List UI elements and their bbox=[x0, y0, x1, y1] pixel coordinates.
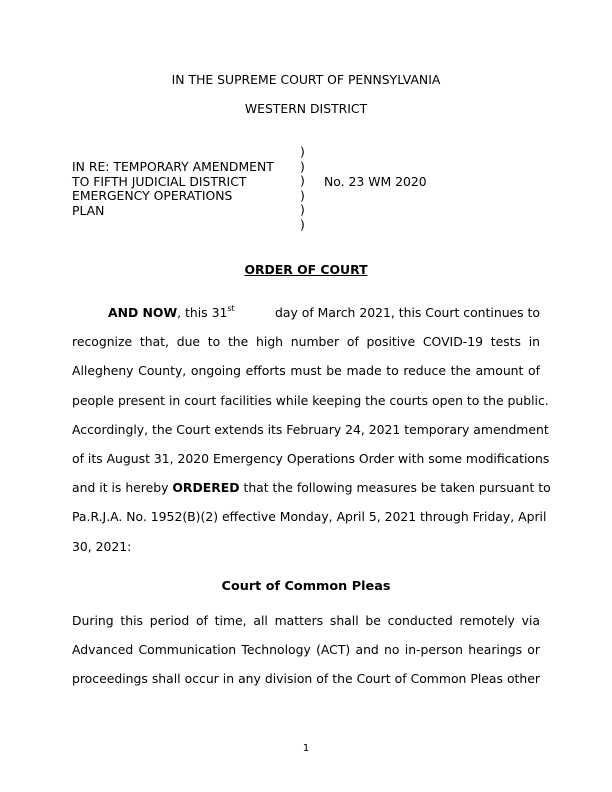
paragraph-line bbox=[72, 664, 540, 693]
text-run: Advanced Communication Technology (ACT) and no in-person hearings or bbox=[72, 642, 540, 658]
paragraph-line bbox=[72, 444, 550, 473]
text-run: Allegheny County, ongoing efforts must be made to reduce the amount of bbox=[72, 363, 540, 379]
ordinal-superscript: st bbox=[227, 304, 235, 313]
case-title-line: PLAN bbox=[72, 202, 105, 218]
text-run: Accordingly, the Court extends its February 24, 2021 temporary amendment bbox=[72, 421, 549, 437]
district-name: WESTERN DISTRICT bbox=[244, 101, 368, 116]
paren: ) bbox=[300, 216, 305, 232]
section-paragraph bbox=[72, 606, 540, 694]
paragraph-line bbox=[72, 298, 540, 327]
section-heading: Court of Common Pleas bbox=[221, 579, 391, 594]
paragraph-line bbox=[72, 635, 540, 664]
paragraph-line bbox=[72, 415, 549, 444]
paragraph-line bbox=[72, 606, 540, 635]
text-run: day of March 2021, this Court continues to bbox=[271, 305, 540, 320]
case-caption bbox=[72, 145, 542, 237]
text-run: Pa.R.J.A. No. 1952(B)(2) effective Monday, April 5, 2021 through Friday, April bbox=[72, 509, 547, 525]
page-number: 1 bbox=[302, 743, 310, 754]
ordered-bold: ORDERED bbox=[172, 480, 240, 496]
paren: ) bbox=[300, 202, 305, 218]
text-run: proceedings shall occur in any division of the Court of Common Pleas other bbox=[72, 671, 540, 687]
text-run: people present in court facilities while keeping the courts open to the public. bbox=[72, 392, 549, 408]
paragraph-line bbox=[72, 532, 540, 561]
text-run: that the following measures be taken pursuant to bbox=[239, 480, 551, 496]
docket-number: No. 23 WM 2020 bbox=[324, 174, 427, 189]
text-run: 30, 2021: bbox=[72, 538, 132, 554]
caption-divider bbox=[300, 145, 305, 233]
case-title-line: EMERGENCY OPERATIONS bbox=[72, 188, 233, 204]
court-name: IN THE SUPREME COURT OF PENNSYLVANIA bbox=[171, 72, 441, 87]
paragraph-line bbox=[72, 386, 549, 415]
paren: ) bbox=[300, 144, 305, 159]
case-title-line: TO FIFTH JUDICIAL DISTRICT bbox=[72, 173, 247, 189]
case-title bbox=[72, 160, 302, 218]
order-paragraph bbox=[72, 298, 551, 561]
paren: ) bbox=[300, 173, 305, 189]
paren: ) bbox=[300, 158, 305, 174]
text-run: recognize that, due to the high number of positive COVID-19 tests in bbox=[72, 334, 540, 350]
paren: ) bbox=[300, 187, 305, 203]
order-title: ORDER OF COURT bbox=[244, 262, 368, 277]
paragraph-line bbox=[72, 502, 547, 531]
and-now-bold: AND NOW bbox=[108, 305, 178, 320]
text-run: During this period of time, all matters shall be conducted remotely via bbox=[72, 613, 540, 628]
text-run: of its August 31, 2020 Emergency Operations Order with some modifications bbox=[72, 450, 550, 466]
text-run: and it is hereby bbox=[72, 480, 173, 496]
text-run: , this 31 bbox=[177, 305, 228, 320]
paragraph-line bbox=[72, 327, 540, 356]
paragraph-line bbox=[72, 356, 540, 385]
case-title-line: IN RE: TEMPORARY AMENDMENT bbox=[72, 159, 274, 174]
paragraph-line bbox=[72, 473, 551, 502]
